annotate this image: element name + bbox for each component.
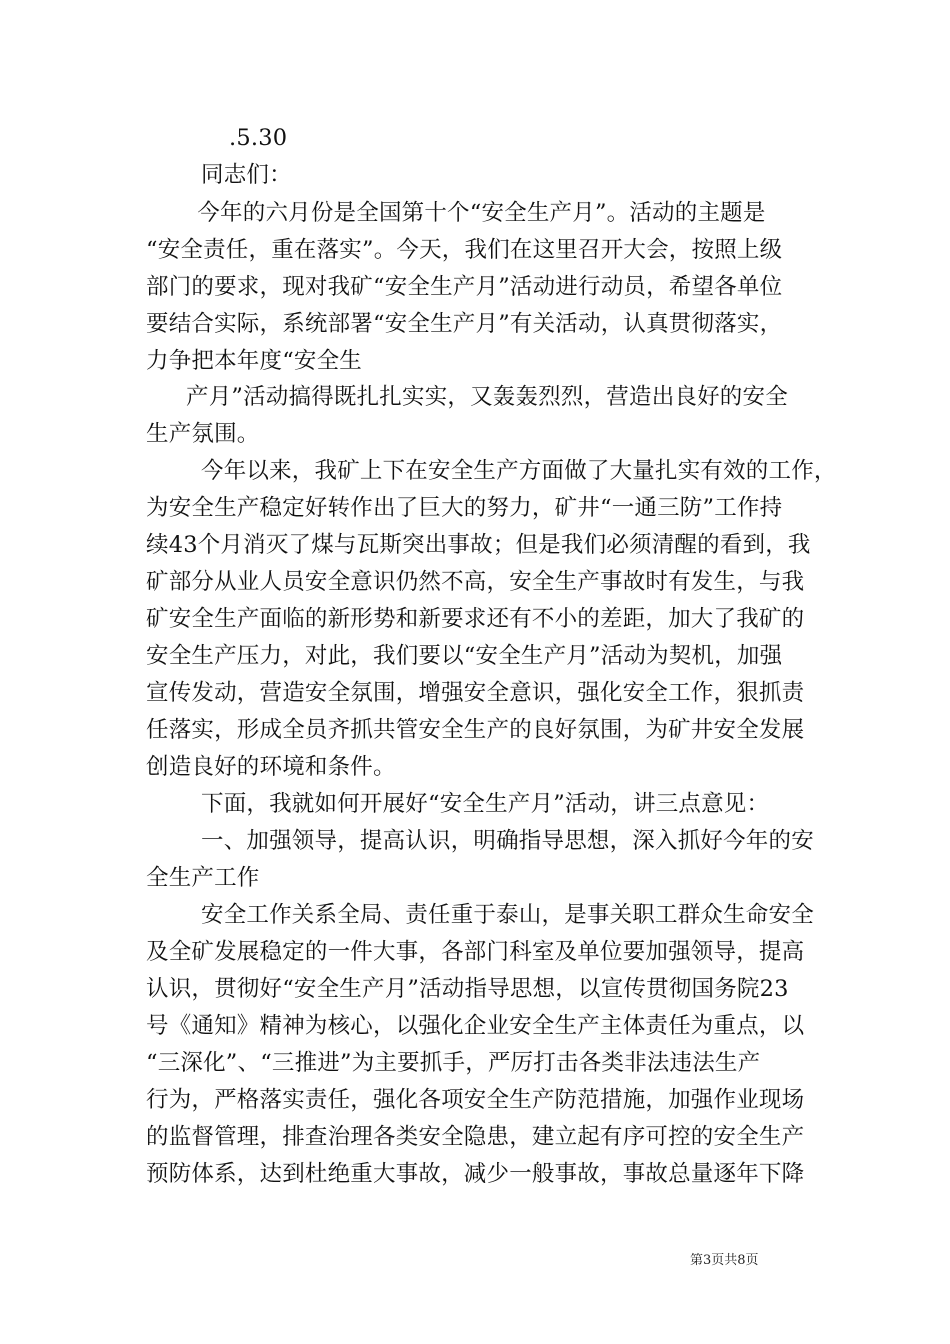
text-line: 创造良好的环境和条件。: [146, 754, 396, 780]
text-line: 预防体系，达到杜绝重大事故，减少一般事故，事故总量逐年下降: [146, 1161, 805, 1187]
salutation: 同志们：: [201, 162, 292, 188]
text-line: 要结合实际，系统部署“安全生产月”有关活动，认真贯彻落实，: [146, 311, 783, 337]
section-heading: 一、加强领导，提高认识，明确指导思想，深入抓好今年的安: [201, 828, 814, 854]
text-line: 部门的要求，现对我矿“安全生产月”活动进行动员，希望各单位: [146, 274, 783, 300]
section-heading-cont: 全生产工作: [146, 865, 260, 891]
text-line: 的监督管理，排查治理各类安全隐患，建立起有序可控的安全生产: [146, 1124, 805, 1150]
text-line: 认识，贯彻好“安全生产月”活动指导思想，以宣传贯彻国务院23: [146, 976, 789, 1002]
text-line: 及全矿发展稳定的一件大事，各部门科室及单位要加强领导，提高: [146, 939, 805, 965]
text-line: 为安全生产稳定好转作出了巨大的努力，矿井“一通三防”工作持: [146, 495, 783, 521]
text-line: 任落实，形成全员齐抓共管安全生产的良好氛围，为矿井安全发展: [146, 717, 805, 743]
text-line: 力争把本年度“安全生: [146, 348, 363, 374]
text-line: 安全生产压力，对此，我们要以“安全生产月”活动为契机，加强: [146, 643, 783, 669]
text-line: 下面，我就如何开展好“安全生产月”活动，讲三点意见：: [201, 791, 770, 817]
text-line: 续43个月消灭了煤与瓦斯突出事故；但是我们必须清醒的看到，我: [146, 532, 811, 558]
text-line: 宣传发动，营造安全氛围，增强安全意识，强化安全工作，狠抓责: [146, 680, 805, 706]
text-line: 生产氛围。: [146, 421, 260, 447]
text-line: 矿部分从业人员安全意识仍然不高，安全生产事故时有发生，与我: [146, 569, 805, 595]
text-line: 矿安全生产面临的新形势和新要求还有不小的差距，加大了我矿的: [146, 606, 805, 632]
text-line: 号《通知》精神为核心，以强化企业安全生产主体责任为重点，以: [146, 1013, 805, 1039]
text-line: 今年的六月份是全国第十个“安全生产月”。活动的主题是: [190, 200, 766, 226]
text-line: 行为，严格落实责任，强化各项安全生产防范措施，加强作业现场: [146, 1087, 805, 1113]
date-line: .5.30: [229, 125, 288, 151]
text-line: 产月”活动搞得既扎扎实实，又轰轰烈烈，营造出良好的安全: [186, 384, 788, 410]
text-line: “三深化”、“三推进”为主要抓手，严厉打击各类非法违法生产: [146, 1050, 761, 1076]
text-line: 安全工作关系全局、责任重于泰山，是事关职工群众生命安全: [201, 902, 814, 928]
text-line: 今年以来，我矿上下在安全生产方面做了大量扎实有效的工作，: [201, 458, 837, 484]
page-number: 第3页共8页: [690, 1253, 759, 1268]
text-line: “安全责任，重在落实”。今天，我们在这里召开大会，按照上级: [146, 237, 783, 263]
